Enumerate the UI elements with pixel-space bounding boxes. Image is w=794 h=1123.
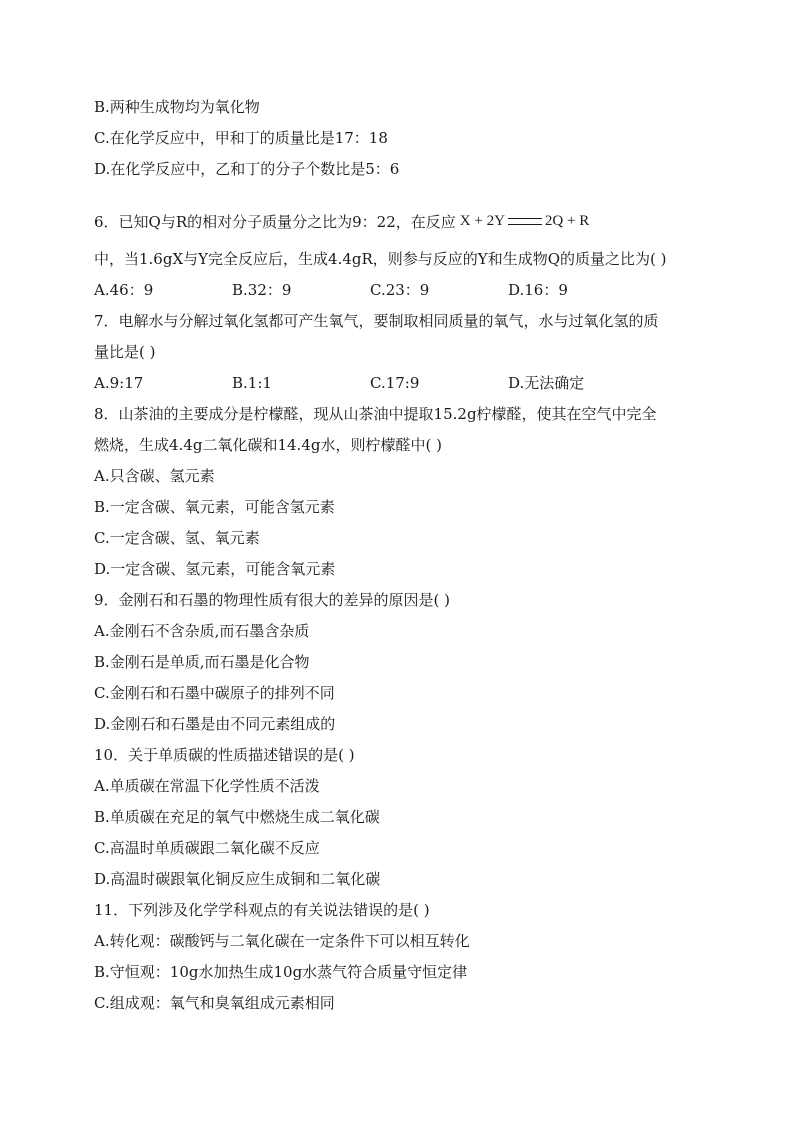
q6-stem-line2: 中，当1.6gX与Y完全反应后，生成4.4gR，则参与反应的Y和生成物Q的质量之比为( ) bbox=[94, 250, 667, 268]
q5-option-d: D.在化学反应中，乙和丁的分子个数比是5：6 bbox=[94, 160, 400, 178]
q10-option-a: A.单质碳在常温下化学性质不活泼 bbox=[94, 777, 320, 795]
q9-option-b: B.金刚石是单质,而石墨是化合物 bbox=[94, 653, 310, 671]
q8-option-d: D.一定含碳、氢元素，可能含氧元素 bbox=[94, 560, 336, 578]
q5-option-c: C.在化学反应中，甲和丁的质量比是17：18 bbox=[94, 129, 388, 147]
q9-stem: 9．金刚石和石墨的物理性质有很大的差异的原因是( ) bbox=[94, 591, 451, 609]
q8-option-b: B.一定含碳、氧元素，可能含氢元素 bbox=[94, 498, 335, 516]
q11-stem: 11．下列涉及化学学科观点的有关说法错误的是( ) bbox=[94, 901, 430, 919]
q9-option-a: A.金刚石不含杂质,而石墨含杂质 bbox=[94, 622, 310, 640]
q6-option-c: C.23：9 bbox=[370, 281, 430, 299]
q8-option-a: A.只含碳、氢元素 bbox=[94, 467, 215, 485]
q7-options bbox=[94, 368, 704, 399]
q10-option-b: B.单质碳在充足的氧气中燃烧生成二氧化碳 bbox=[94, 808, 380, 826]
q11-option-b: B.守恒观：10g水加热生成10g水蒸气符合质量守恒定律 bbox=[94, 963, 468, 981]
spacer bbox=[94, 185, 704, 198]
q9-option-c: C.金刚石和石墨中碳原子的排列不同 bbox=[94, 684, 335, 702]
q6-stem-line1 bbox=[94, 198, 704, 244]
q6-equation-left: X + 2Y bbox=[459, 212, 505, 229]
q10-stem: 10．关于单质碳的性质描述错误的是( ) bbox=[94, 746, 355, 764]
q8-option-c: C.一定含碳、氢、氧元素 bbox=[94, 529, 260, 547]
q5-option-b: B.两种生成物均为氧化物 bbox=[94, 98, 260, 116]
exam-page bbox=[94, 92, 704, 1019]
q8-stem-line1: 8．山茶油的主要成分是柠檬醛，现从山茶油中提取15.2g柠檬醛，使其在空气中完全 bbox=[94, 405, 657, 423]
q7-stem-line1: 7．电解水与分解过氧化氢都可产生氧气，要制取相同质量的氧气，水与过氧化氢的质 bbox=[94, 312, 659, 330]
q7-stem-line2: 量比是( ) bbox=[94, 343, 156, 361]
q11-option-a: A.转化观：碳酸钙与二氧化碳在一定条件下可以相互转化 bbox=[94, 932, 470, 950]
q6-option-d: D.16：9 bbox=[508, 281, 568, 299]
q6-options bbox=[94, 275, 704, 306]
q6-option-a: A.46：9 bbox=[94, 281, 154, 299]
q6-stem-text: 6．已知Q与R的相对分子质量分之比为9：22，在反应 bbox=[94, 212, 456, 231]
equals-sign-icon bbox=[508, 218, 542, 225]
q7-option-c: C.17:9 bbox=[370, 374, 420, 392]
q8-stem-line2: 燃烧，生成4.4g二氧化碳和14.4g水，则柠檬醛中( ) bbox=[94, 436, 442, 454]
q9-option-d: D.金刚石和石墨是由不同元素组成的 bbox=[94, 715, 336, 733]
q11-option-c: C.组成观：氧气和臭氧组成元素相同 bbox=[94, 994, 335, 1012]
q10-option-d: D.高温时碳跟氧化铜反应生成铜和二氧化碳 bbox=[94, 870, 381, 888]
q7-option-d: D.无法确定 bbox=[508, 374, 585, 392]
q6-equation-right: 2Q + R bbox=[544, 212, 590, 229]
q7-option-b: B.1:1 bbox=[232, 374, 272, 392]
q6-equation bbox=[460, 213, 589, 230]
q10-option-c: C.高温时单质碳跟二氧化碳不反应 bbox=[94, 839, 320, 857]
q7-option-a: A.9:17 bbox=[94, 374, 144, 392]
q6-option-b: B.32：9 bbox=[232, 281, 292, 299]
